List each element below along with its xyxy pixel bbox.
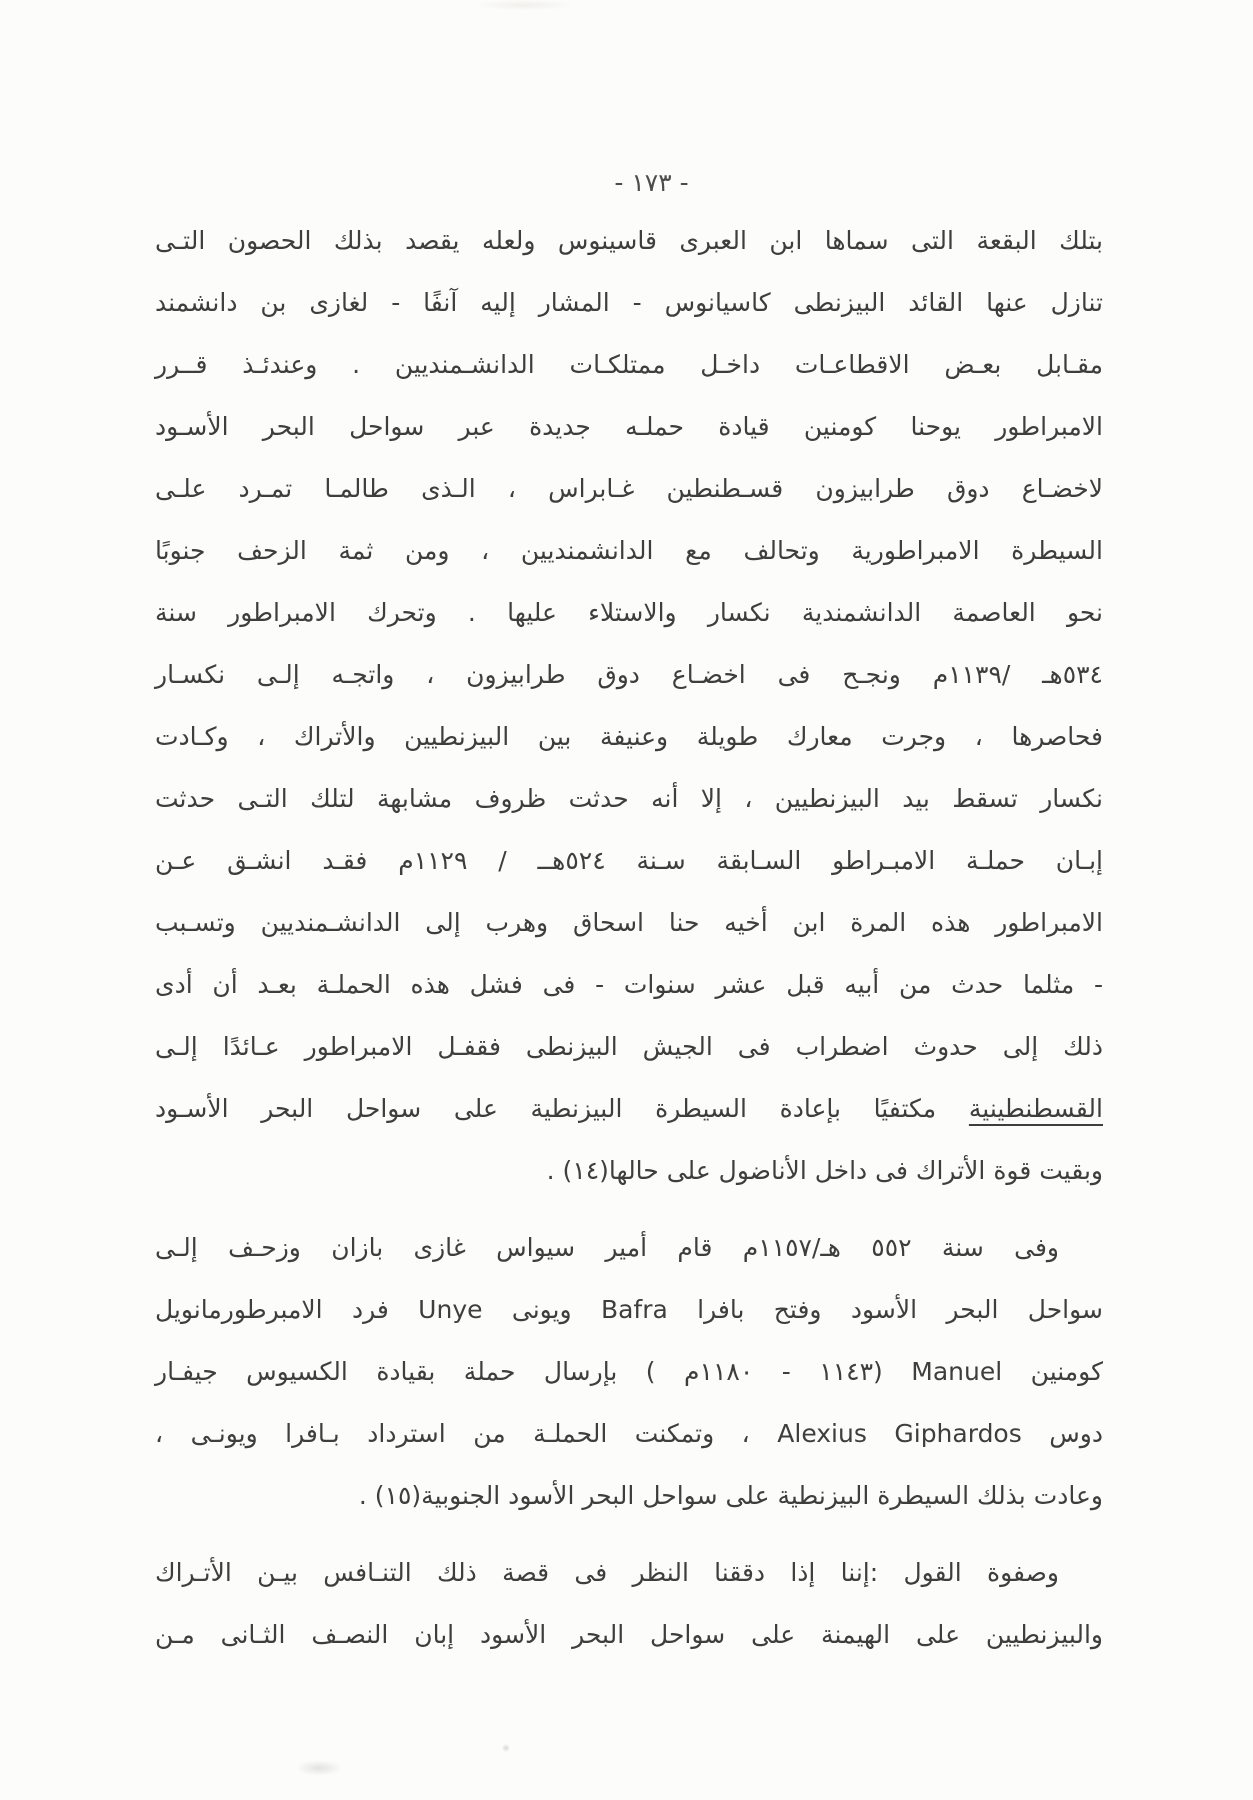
- paragraph-3: [155, 1542, 1103, 1666]
- paragraph-2: [155, 1217, 1103, 1527]
- text-line: بتلك البقعة التى سماها ابن العبرى قاسينوس ولعله يقصد بذلك الحصون التـى: [155, 226, 1103, 255]
- text-line-with-underline: [155, 1078, 1103, 1140]
- text-line-with-footnote-14: وبقيت قوة الأتراك فى داخل الأناضول على حالها(١٤) .: [546, 1156, 1103, 1185]
- line-rest: مكتفيًا بإعادة السيطرة البيزنطية على سواحل البحر الأسـود: [155, 1094, 969, 1123]
- scan-smudge: [296, 1760, 342, 1776]
- text-line: الامبراطور هذه المرة ابن أخيه حنا اسحاق وهرب إلى الدانشـمنديين وتسـبب: [155, 908, 1103, 937]
- text-line-latin-alexius-giphardos: دوس Alexius Giphardos ، وتمكنت الحملـة من استرداد بـافرا ويونـى ،: [155, 1419, 1103, 1448]
- text-line: نحو العاصمة الدانشمندية نكسار والاستلاء عليها . وتحرك الامبراطور سنة: [155, 598, 1103, 627]
- page-number: - ١٧٣ -: [614, 168, 689, 197]
- text-line-latin-bafra-unye: سواحل البحر الأسود وفتح بافرا Bafra ويونى Unye فرد الامبرطورمانويل: [155, 1295, 1103, 1324]
- text-line-with-footnote-15: وعادت بذلك السيطرة البيزنطية على سواحل البحر الأسود الجنوبية(١٥) .: [358, 1481, 1103, 1510]
- text-line: ٥٣٤هـ /١١٣٩م ونجـح فى اخضـاع دوق طرابيزون ، واتجـه إلـى نكسـار: [155, 660, 1103, 689]
- text-line-latin-manuel: كومنين Manuel (١١٤٣ - ١١٨٠م ) بإرسال حملة بقيادة الكسيوس جيفـار: [155, 1357, 1104, 1386]
- text-line: ذلك إلى حدوث اضطراب فى الجيش البيزنطى فقفـل الامبراطور عـائدًا إلـى: [155, 1032, 1103, 1061]
- text-line: وفى سنة ٥٥٢ هـ/١١٥٧م قام أمير سيواس غازى بازان وزحـف إلـى: [155, 1233, 1059, 1262]
- text-line: لاخضـاع دوق طرابيزون قسـطنطين غـابراس ، الـذى طالمـا تمـرد علـى: [155, 474, 1103, 503]
- body-text: [155, 210, 1103, 1666]
- text-line: نكسار تسقط بيد البيزنطيين ، إلا أنه حدثت ظروف مشابهة لتلك التـى حدثت: [155, 784, 1103, 813]
- underlined-word: القسطنطينية: [968, 1094, 1103, 1123]
- text-line: والبيزنطيين على الهيمنة على سواحل البحر الأسود إبان النصـف الثـانى مـن: [155, 1620, 1103, 1649]
- text-line: وصفوة القول :إننا إذا دققنا النظر فى قصة ذلك التنـافس بيـن الأتـراك: [155, 1558, 1059, 1587]
- text-line: - مثلما حدث من أبيه قبل عشر سنوات - فى فشل هذه الحملـة بعـد أن أدى: [155, 970, 1103, 999]
- text-line: السيطرة الامبراطورية وتحالف مع الدانشمنديين ، ومن ثمة الزحف جنوبًا: [155, 536, 1103, 565]
- text-line: تنازل عنها القائد البيزنطى كاسيانوس - المشار إليه آنفًا - لغازى بن دانشمند: [155, 288, 1103, 317]
- text-line: مقـابل بعـض الاقطاعـات داخـل ممتلكـات الدانشـمنديين . وعندئـذ قــرر: [155, 350, 1103, 379]
- text-line: الامبراطور يوحنا كومنين قيادة حملـه جديدة عبر سواحل البحر الأسـود: [155, 412, 1103, 441]
- scan-smudge: [480, 0, 570, 10]
- text-line: إبـان حملـة الامبـراطو السـابقة سـنة ٥٢٤هــ / ١١٢٩م فقـد انشـق عـن: [155, 846, 1103, 875]
- scan-smudge: [502, 1744, 510, 1752]
- paragraph-1: [155, 210, 1103, 1202]
- text-line: فحاصرها ، وجرت معارك طويلة وعنيفة بين البيزنطيين والأتراك ، وكـادت: [155, 722, 1103, 751]
